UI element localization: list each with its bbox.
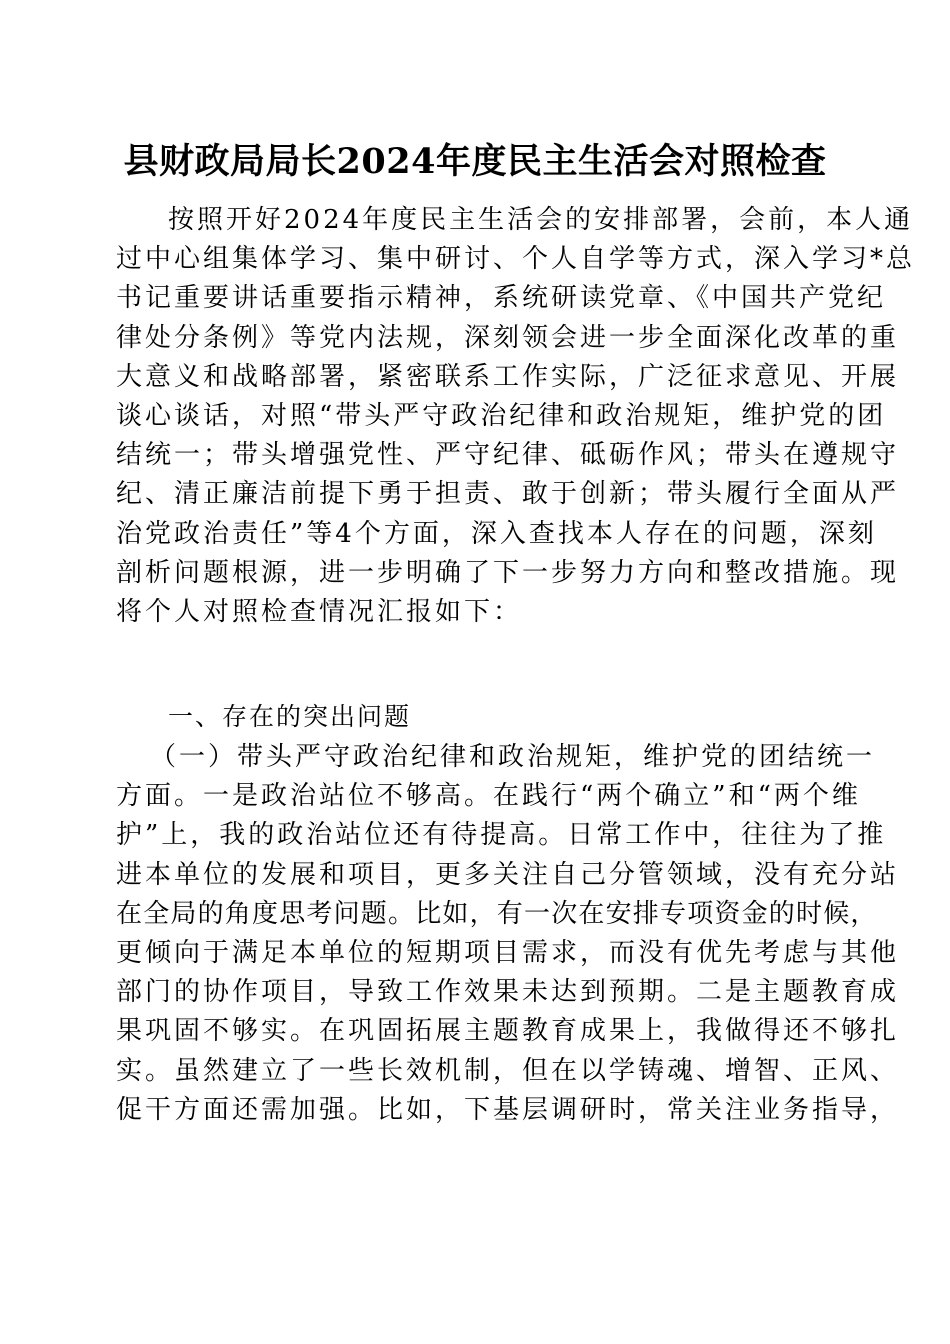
intro-line: 书记重要讲话重要指示精神，系统研读党章、《中国共产党纪	[116, 283, 887, 314]
intro-line: 治党政治责任”等4个方面，深入查找本人存在的问题，深刻	[116, 518, 877, 549]
section-line: 实。虽然建立了一些长效机制，但在以学铸魂、增智、正风、	[116, 1055, 900, 1086]
section-line: 更倾向于满足本单位的短期项目需求，而没有优先考虑与其他	[116, 938, 900, 969]
section-line: 果巩固不够实。在巩固拓展主题教育成果上，我做得还不够扎	[116, 1016, 900, 1047]
section-line: 方面。一是政治站位不够高。在践行“两个确立”和“两个维	[116, 781, 861, 812]
section-line: 促干方面还需加强。比如，下基层调研时，常关注业务指导，	[116, 1094, 900, 1125]
intro-line: 大意义和战略部署，紧密联系工作实际，广泛征求意见、开展	[116, 361, 900, 392]
intro-paragraph	[116, 201, 916, 632]
document-title: 县财政局局长2024年度民主生活会对照检查	[123, 141, 827, 182]
section-line: 护”上，我的政治站位还有待提高。日常工作中，往往为了推	[116, 820, 887, 851]
intro-line: 按照开好2024年度民主生活会的安排部署，会前，本人通	[168, 205, 914, 235]
section-heading: 一、存在的突出问题	[168, 702, 412, 731]
section-line: 在全局的角度思考问题。比如，有一次在安排专项资金的时候，	[116, 898, 878, 929]
intro-line: 剖析问题根源，进一步明确了下一步努力方向和整改措施。现	[116, 557, 900, 588]
intro-line: 结统一；带头增强党性、严守纪律、砥砺作风；带头在遵规守	[116, 440, 900, 471]
intro-line: 谈心谈话，对照“带头严守政治纪律和政治规矩，维护党的团	[116, 401, 887, 432]
section-line: 部门的协作项目，导致工作效果未达到预期。二是主题教育成	[116, 977, 900, 1008]
section-line: （一）带头严守政治纪律和政治规矩，维护党的团结统一	[150, 742, 876, 772]
section-line: 进本单位的发展和项目，更多关注自己分管领域，没有充分站	[116, 859, 900, 890]
intro-line: 将个人对照检查情况汇报如下：	[116, 597, 523, 628]
intro-line: 过中心组集体学习、集中研讨、个人自学等方式，深入学习*总	[116, 244, 916, 275]
intro-line: 纪、清正廉洁前提下勇于担责、敢于创新；带头履行全面从严	[116, 479, 900, 510]
section-paragraph	[116, 738, 900, 1130]
intro-line: 律处分条例》等党内法规，深刻领会进一步全面深化改革的重	[116, 322, 900, 353]
